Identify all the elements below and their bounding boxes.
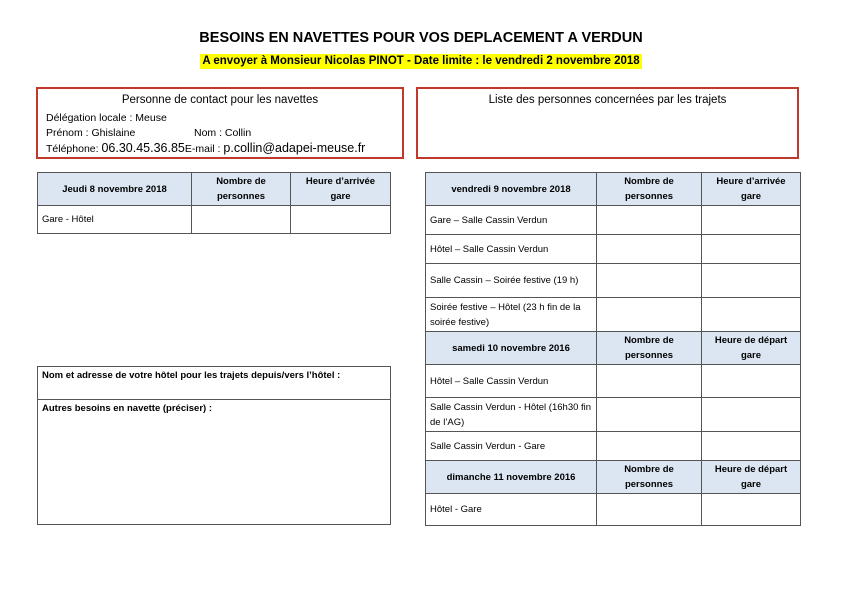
contact-box xyxy=(36,87,404,159)
nombre-cell[interactable] xyxy=(192,206,291,234)
heure-cell[interactable] xyxy=(702,365,801,398)
page-title: BESOINS EN NAVETTES POUR VOS DEPLACEMENT A VERDUN xyxy=(199,30,643,46)
trajet-label: Salle Cassin – Soirée festive (19 h) xyxy=(426,264,597,298)
col-arrivee-header: Heure d’arrivée gare xyxy=(291,173,391,206)
telephone-value: 06.30.45.36.85 xyxy=(101,141,185,155)
col-nombre-header: Nombre de personnes xyxy=(597,461,702,494)
nombre-cell[interactable] xyxy=(597,365,702,398)
hotel-box-label: Nom et adresse de votre hôtel pour les trajets depuis/vers l’hôtel : xyxy=(42,370,341,381)
col-nombre-header: Nombre de personnes xyxy=(192,173,291,206)
trajet-label: Hôtel – Salle Cassin Verdun xyxy=(426,235,597,264)
trajet-label: Hôtel – Salle Cassin Verdun xyxy=(426,365,597,398)
table-row xyxy=(426,432,801,461)
nombre-cell[interactable] xyxy=(597,398,702,432)
telephone-label: Téléphone: xyxy=(46,143,99,155)
trajet-label: Soirée festive – Hôtel (23 h fin de la soirée festive) xyxy=(426,298,597,332)
trajet-label: Salle Cassin Verdun - Hôtel (16h30 fin de l’AG) xyxy=(426,398,597,432)
table-row xyxy=(38,206,391,234)
heure-cell[interactable] xyxy=(702,206,801,235)
people-list-heading: Liste des personnes concernées par les trajets xyxy=(488,94,727,106)
autres-besoins-label: Autres besoins en navette (préciser) : xyxy=(42,403,212,414)
prenom-field: Prénom : Ghislaine xyxy=(46,127,136,139)
nombre-cell[interactable] xyxy=(597,494,702,526)
people-list-box xyxy=(416,87,799,159)
delegation-field: Délégation locale : Meuse xyxy=(46,112,167,124)
table-row xyxy=(426,264,801,298)
nombre-cell[interactable] xyxy=(597,264,702,298)
col-depart-header: Heure de départ gare xyxy=(702,332,801,365)
jeudi-table xyxy=(37,172,391,234)
heure-cell[interactable] xyxy=(702,235,801,264)
subtitle-deadline: A envoyer à Monsieur Nicolas PINOT - Date limite : le vendredi 2 novembre 2018 xyxy=(202,55,640,67)
heure-cell[interactable] xyxy=(702,298,801,332)
heure-cell[interactable] xyxy=(291,206,391,234)
table-row xyxy=(426,494,801,526)
dimanche-day-header: dimanche 11 novembre 2016 xyxy=(426,461,597,494)
heure-cell[interactable] xyxy=(702,264,801,298)
nombre-cell[interactable] xyxy=(597,206,702,235)
trajet-label: Gare - Hôtel xyxy=(38,206,192,234)
table-row xyxy=(426,365,801,398)
col-arrivee-header: Heure d’arrivée gare xyxy=(702,173,801,206)
heure-cell[interactable] xyxy=(702,432,801,461)
trajet-label: Hôtel - Gare xyxy=(426,494,597,526)
hotel-box[interactable] xyxy=(37,366,391,400)
nombre-cell[interactable] xyxy=(597,432,702,461)
samedi-day-header: samedi 10 novembre 2016 xyxy=(426,332,597,365)
nombre-cell[interactable] xyxy=(597,235,702,264)
col-nombre-header: Nombre de personnes xyxy=(597,173,702,206)
autres-besoins-box[interactable] xyxy=(37,399,391,525)
nombre-cell[interactable] xyxy=(597,298,702,332)
vendredi-day-header: vendredi 9 novembre 2018 xyxy=(426,173,597,206)
table-row xyxy=(426,298,801,332)
col-depart-header: Heure de départ gare xyxy=(702,461,801,494)
trajet-label: Gare – Salle Cassin Verdun xyxy=(426,206,597,235)
table-row xyxy=(426,398,801,432)
email-value: p.collin@adapei-meuse.fr xyxy=(223,141,366,155)
heure-cell[interactable] xyxy=(702,398,801,432)
table-row xyxy=(426,235,801,264)
trajet-label: Salle Cassin Verdun - Gare xyxy=(426,432,597,461)
email-label: E-mail : xyxy=(184,143,221,155)
jeudi-day-header: Jeudi 8 novembre 2018 xyxy=(38,173,192,206)
weekend-table xyxy=(425,172,801,526)
table-row xyxy=(426,206,801,235)
contact-heading: Personne de contact pour les navettes xyxy=(121,94,319,106)
heure-cell[interactable] xyxy=(702,494,801,526)
nom-field: Nom : Collin xyxy=(194,127,252,139)
col-nombre-header: Nombre de personnes xyxy=(597,332,702,365)
